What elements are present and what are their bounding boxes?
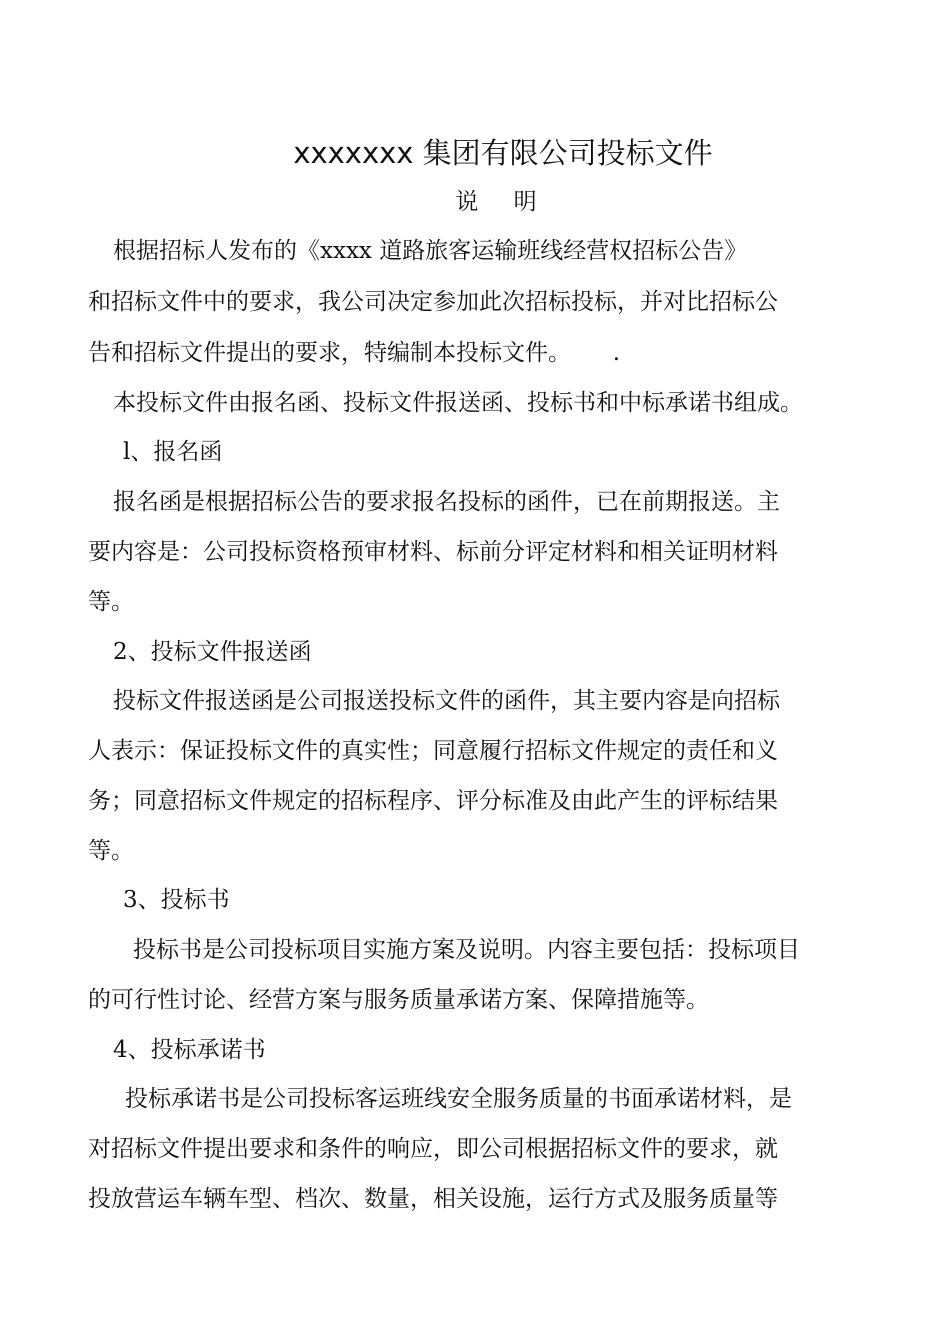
document-subtitle: 说 明	[455, 189, 551, 215]
paragraph-line: 投标书是公司投标项目实施方案及说明。内容主要包括：投标项目	[133, 937, 800, 963]
paragraph-line: 务；同意招标文件规定的招标程序、评分标准及由此产生的评标结果	[88, 788, 778, 814]
paragraph-line: 告和招标文件提出的要求，特编制本投标文件。 .	[88, 340, 621, 366]
paragraph-line: 要内容是：公司投标资格预审材料、标前分评定材料和相关证明材料	[88, 539, 778, 565]
paragraph-line: 本投标文件由报名函、投标文件报送函、投标书和中标承诺书组成。	[113, 390, 803, 416]
paragraph-line: 等。	[88, 589, 134, 615]
paragraph-line: 和招标文件中的要求，我公司决定参加此次招标投标，并对比招标公	[88, 289, 778, 315]
paragraph-line: 投放营运车辆车型、档次、数量，相关设施，运行方式及服务质量等	[88, 1186, 778, 1212]
paragraph-line: 报名函是根据招标公告的要求报名投标的函件，已在前期报送。主	[113, 489, 780, 515]
paragraph-line: 对招标文件提出要求和条件的响应，即公司根据招标文件的要求，就	[88, 1136, 778, 1162]
section-heading: l、报名函	[123, 439, 223, 465]
section-heading: 4、投标承诺书	[113, 1037, 266, 1063]
paragraph-line: 根据招标人发布的《xxxx 道路旅客运输班线经营权招标公告》	[113, 238, 748, 264]
document-title: xxxxxxx 集团有限公司投标文件	[293, 136, 713, 170]
paragraph-line: 投标文件报送函是公司报送投标文件的函件，其主要内容是向招标	[113, 688, 780, 714]
section-heading: 2、投标文件报送函	[113, 639, 312, 665]
paragraph-line: 人表示：保证投标文件的真实性；同意履行招标文件规定的责任和义	[88, 738, 778, 764]
section-heading: 3、投标书	[123, 887, 230, 913]
paragraph-line: 投标承诺书是公司投标客运班线安全服务质量的书面承诺材料，是	[125, 1086, 792, 1112]
paragraph-line: 的可行性讨论、经营方案与服务质量承诺方案、保障措施等。	[88, 987, 709, 1013]
paragraph-line: 等。	[88, 838, 134, 864]
